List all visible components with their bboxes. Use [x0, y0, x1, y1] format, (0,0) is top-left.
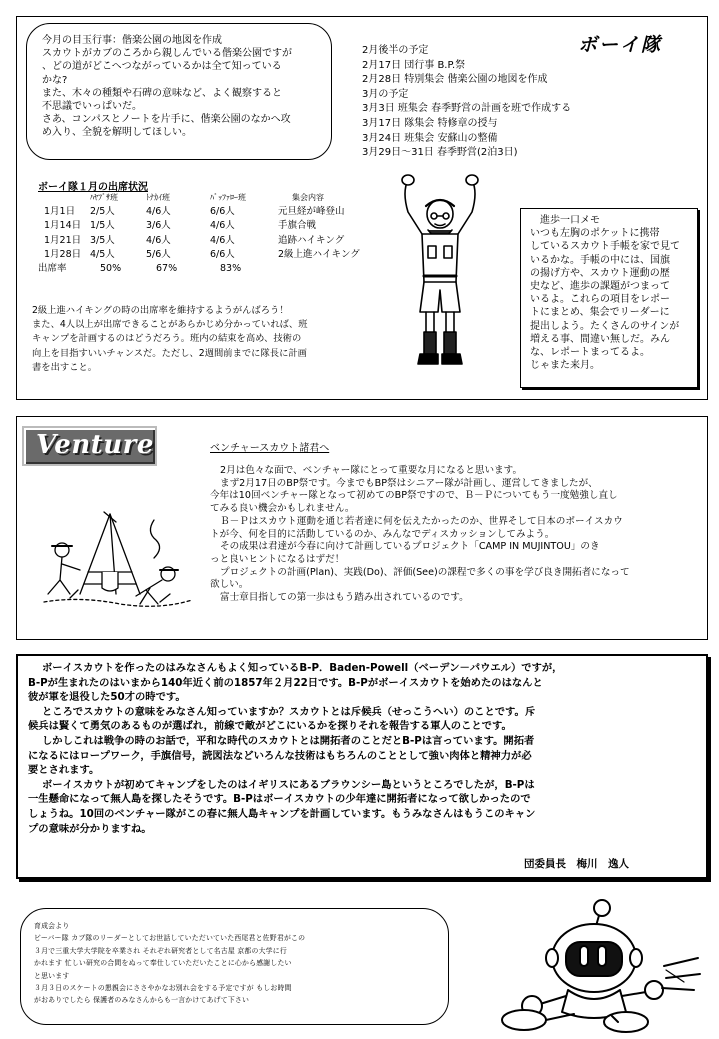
message-line: しかしこれは戦争の時のお話で，平和な時代のスカウトとは開拓者のことだとB-Pは言っています。開拓者 [42, 734, 535, 747]
venture-body [210, 465, 630, 605]
table-cell: 6/6人 [210, 206, 235, 218]
table-row [38, 234, 388, 248]
table-cell: 1月1日 [44, 206, 76, 218]
campfire-illustration [40, 510, 196, 610]
progress-memo [530, 214, 680, 372]
monthly-goal-text [42, 34, 332, 140]
goal-line: スカウトがカブのころから親しんでいる偕楽公園ですが [42, 48, 292, 60]
message-signature: 団委員長 梅川 逸人 [524, 858, 629, 870]
table-cell: 1/5人 [90, 220, 115, 232]
table-row [38, 262, 388, 276]
venture-line: 欲しい。 [210, 579, 249, 591]
venture-line: っと良いヒントになるはずだ！ [210, 553, 345, 565]
table-cell: 出席率 [38, 263, 67, 275]
venture-line: てみる良い機会かもしれません。 [210, 503, 355, 515]
boy-troop-title: ボーイ隊 [578, 34, 663, 56]
venture-line: 2月は色々な面で、ベンチャー隊にとって重要な月になると思います。 [220, 465, 523, 476]
schedule-item: 3月24日 班集会 安蘇山の整備 [362, 132, 498, 144]
message-line: 候兵は賢くて勇気のあるものが選ばれ，前線で敵がどこにいるかを探りそれを報告する軍人のことです。 [28, 720, 512, 733]
note-line: かれます 忙しい研究の合間をぬって奉仕していただいたことに心から感謝したい [34, 959, 292, 968]
table-cell: 5/6人 [146, 248, 171, 260]
comment-line: また、4人以上が出席できることがあらかじめ分かっていれば、班 [32, 319, 308, 331]
attendance-header-cell: ﾊﾞｯﾌｧﾛｰ班 [210, 193, 246, 202]
table-cell: 4/6人 [210, 220, 235, 232]
comment-line: 2級上進ハイキングの時の出席率を維持するようがんばろう！ [32, 305, 289, 316]
memo-line: な、レポートまってるよ。 [530, 347, 650, 359]
character-illustration [494, 898, 704, 1034]
message-line: ボーイスカウトを作ったのはみなさんもよく知っているB-P．Baden-Powell（ベーデン－パウエル）ですが， [42, 662, 563, 674]
memo-title: 進歩一口メモ [540, 215, 600, 226]
comment-line: 向上を目指すいいチャンスだ。ただし、2週間前までに隊長に計画 [32, 347, 307, 359]
goal-line: かな? [42, 74, 68, 86]
comment-line: キャンプを計画するのはどうだろう。班内の結束を高め、技術の [32, 333, 302, 345]
table-cell [278, 262, 388, 276]
attendance-header-cell: ﾄﾅｶｲ班 [146, 193, 170, 202]
table-cell: 4/5人 [90, 248, 115, 260]
goal-line: また、木々の種類や石碑の意味など、よく観察すると [42, 87, 282, 99]
schedule-item: 2月後半の予定 [362, 45, 429, 56]
chairman-message [28, 661, 700, 836]
attendance-comment [32, 304, 308, 375]
venture-line: Ｂ－Ｐはスカウト運動を通じ若者達に何を伝えたかったのか、世界そして日本のボーイスカウ [220, 515, 623, 527]
schedule-item: 3月29日～31日 春季野営(2泊3日) [362, 147, 518, 159]
note-line: ３月３日のスケートの懇親会にささやかなお別れ会をする予定ですが もしお時間 [34, 984, 292, 993]
memo-line: の揚げ方や、スカウト運動の歴 [530, 267, 670, 279]
table-cell: 6/6人 [210, 248, 235, 260]
goal-line: さあ、コンパスとノートを片手に、偕楽公園のなかへ攻 [42, 114, 291, 126]
table-cell: 2級上進ハイキング [278, 248, 360, 260]
table-cell: 4/6人 [146, 206, 171, 218]
schedule-item: 3月3日 班集会 春季野営の計画を班で作成する [362, 103, 572, 115]
memo-line: しているスカウト手帳を家で見て [530, 241, 680, 253]
table-cell: 1月14日 [44, 220, 82, 232]
venture-line: トが今、何を目的に活動しているのか、みんなでディスカッションしてみよう。 [210, 528, 555, 540]
memo-line: トにまとめ、集会でリーダーに [530, 307, 670, 319]
scout-boy-illustration [388, 172, 492, 372]
support-note [34, 920, 305, 1007]
table-cell: 3/5人 [90, 234, 115, 246]
memo-line: 史など、進歩の課題がつまって [530, 281, 670, 293]
table-cell: 2/5人 [90, 206, 115, 218]
note-line: ビーバー隊 カブ隊のリーダーとしてお世話していただいていた西尾君と佐野君がこの [34, 934, 306, 943]
message-line: プの意味が分かりますね。 [28, 822, 152, 835]
schedule-item: 2月28日 特別集会 偕楽公園の地図を作成 [362, 74, 548, 86]
table-cell: 4/6人 [146, 234, 171, 246]
table-cell: 手旗合戦 [278, 220, 317, 232]
venture-line: プロジェクトの計画(Plan)、実践(Do)、評価(See)の課程で多くの事を学び良き開拓者になって [220, 566, 630, 578]
message-line: 要とされます。 [28, 764, 100, 777]
table-cell: 1月21日 [44, 234, 82, 246]
venture-logo-text: Venture [36, 430, 154, 460]
table-cell: 50% [100, 263, 122, 275]
table-cell: 1月28日 [44, 248, 82, 260]
message-line: しょうね。10回のベンチャー隊がこの春に無人島キャンプを計画しています。もうみなさんはもうこのキャン [28, 807, 536, 820]
attendance-header-cell: 集会内容 [292, 193, 324, 202]
note-title: 育成会より [34, 922, 70, 930]
table-cell: 4/6人 [210, 234, 235, 246]
venture-logo [22, 426, 157, 466]
venture-line: その成果は君達が今春に向けて計画しているプロジェクト「CAMP IN MUJINTOU」のき [220, 541, 600, 553]
venture-line: まず2月17日のBP祭です。今までもBP祭はシニアー隊が計画し、運営してきましたが、 [220, 477, 598, 489]
attendance-table [38, 191, 388, 276]
memo-line: いるよ。これらの項目をレポー [530, 294, 670, 306]
note-line: と思います [34, 971, 70, 980]
venture-line: 富士章目指しての第一歩はもう踏み出されているのです。 [220, 592, 469, 604]
attendance-header-cell: ﾊﾔﾌﾞｻ班 [90, 193, 118, 202]
attendance-header-row [38, 191, 388, 205]
table-cell: 追跡ハイキング [278, 234, 345, 246]
table-cell: 83% [220, 263, 242, 275]
venture-line: 今年は10回ベンチャー隊となって初めてのBP祭ですので、Ｂ－Ｐについてもう一度勉強し直し [210, 490, 618, 502]
message-line: 一生懸命になって無人島を探したそうです。B-Pはボーイスカウトの少年達に開拓者になって欲しかったので [28, 793, 531, 806]
message-line: 彼が軍を退役した50才の時です。 [28, 691, 186, 704]
message-line: B-Pが生まれたのはいまから140年近く前の1857年２月22日です。B-Pがボーイスカウトを始めたのはなんと [28, 676, 543, 689]
note-line: がおありでしたら 保護者のみなさんからも一言かけてあげて下さい [34, 996, 250, 1005]
message-line: ところでスカウトの意味をみなさん知っていますか？スカウトとは斥候兵（せっこうへい）のことです。斥 [42, 705, 536, 718]
table-row [38, 219, 388, 233]
memo-line: じゃまた来月。 [530, 360, 600, 372]
table-cell: 3/6人 [146, 220, 171, 232]
schedule-item: 2月17日 団行事 B.P.祭 [362, 59, 466, 71]
table-cell: 元旦経が峰登山 [278, 206, 345, 218]
message-line: ボーイスカウトが初めてキャンプをしたのはイギリスにあるブラウンシー島というところでしたが，B-Pは [42, 778, 535, 791]
message-line: になるにはロープワーク，手旗信号，読図法などいろんな技術はもちろんのこととして強い肉体と精神力が必 [28, 749, 532, 762]
table-row [38, 205, 388, 219]
memo-line: いるかな。手帳の中には、国旗 [530, 254, 670, 266]
comment-line: 書を出すこと。 [32, 361, 98, 373]
table-row [38, 248, 388, 262]
goal-line: 今月の目玉行事：偕楽公園の地図を作成 [42, 35, 222, 46]
schedule-item: 3月17日 隊集会 特修章の授与 [362, 117, 498, 129]
memo-line: いつも左胸のポケットに携帯 [530, 228, 660, 240]
schedule-item: 3月の予定 [362, 88, 409, 100]
schedule-list [362, 44, 571, 161]
table-cell: 67% [156, 263, 178, 275]
venture-heading: ベンチャースカウト諸君へ [210, 443, 330, 454]
attendance-header-cell [38, 191, 90, 205]
goal-line: め入り、全貌を解明してほしい。 [42, 127, 192, 139]
goal-line: 不思議でいっぱいだ。 [42, 101, 142, 113]
note-line: ３月で三重大学大学院を卒業され それぞれ研究者として名古屋 京都の大学に行 [34, 946, 287, 955]
attendance-title: ボーイ隊１月の出席状況 [38, 182, 148, 193]
memo-line: 増える事、間違い無しだ。みん [530, 333, 670, 345]
memo-line: 提出しよう。たくさんのサインが [530, 320, 680, 332]
goal-line: 、どの道がどこへつながっているかは全て知っている [42, 61, 282, 73]
